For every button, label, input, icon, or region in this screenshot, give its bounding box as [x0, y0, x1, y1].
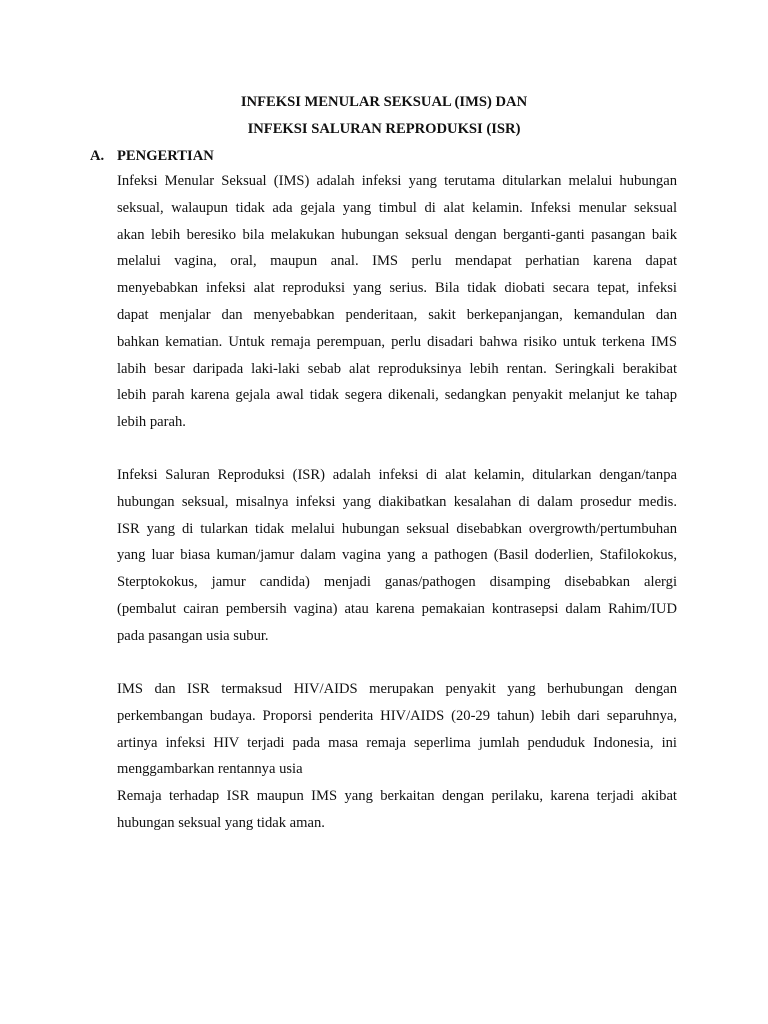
text-line: lebih parah. [117, 414, 186, 431]
text-line: Infeksi Saluran Reproduksi (ISR) adalah infeksi di alat kelamin, ditularkan dengan/tanpa [117, 467, 677, 483]
text-line: akan lebih beresiko bila melakukan hubungan seksual dengan berganti-ganti pasangan baik [117, 226, 677, 243]
text-line: artinya infeksi HIV terjadi pada masa remaja seperlima jumlah penduduk Indonesia, ini [117, 734, 677, 751]
text-line: lebih parah karena gejala awal tidak segera dikenali, sedangkan penyakit melanjut ke tahap [117, 387, 677, 404]
section-heading [90, 147, 214, 165]
text-line: dapat menjalar dan menyebabkan penderitaan, sakit berkepanjangan, kemandulan dan [117, 306, 677, 323]
section-letter: A. [90, 148, 105, 164]
text-line: yang luar biasa kuman/jamur dalam vagina yang a pathogen (Basil doderlien, Stafilokokus, [117, 547, 677, 564]
text-line: Remaja terhadap ISR maupun IMS yang berkaitan dengan perilaku, karena terjadi akibat [117, 788, 677, 804]
text-line: bahkan kematian. Untuk remaja perempuan, perlu disadari bahwa risiko untuk terkena IMS [117, 333, 677, 350]
document-title-line-1: INFEKSI MENULAR SEKSUAL (IMS) DAN [240, 94, 528, 110]
text-line: IMS dan ISR termaksud HIV/AIDS merupakan penyakit yang berhubungan dengan [117, 681, 677, 697]
text-line: hubungan seksual, misalnya infeksi yang diakibatkan kesalahan di dalam prosedur medis. [117, 493, 677, 510]
text-line: menyebabkan infeksi alat reproduksi yang serius. Bila tidak diobati secara tepat, infeksi [117, 280, 677, 297]
text-line: Sterptokokus, jamur candida) menjadi ganas/pathogen disamping disebabkan alergi [117, 574, 677, 591]
text-line: Infeksi Menular Seksual (IMS) adalah infeksi yang terutama ditularkan melalui hubungan [117, 173, 677, 189]
paragraph-remaja [117, 783, 677, 837]
text-line: pada pasangan usia subur. [117, 627, 269, 644]
paragraph-ims-definition [117, 168, 677, 436]
section-title: PENGERTIAN [117, 148, 214, 164]
paragraph-isr-definition [117, 462, 677, 650]
text-line: (pembalut cairan pembersih vagina) atau karena pemakaian kontrasepsi dalam Rahim/IUD [117, 600, 677, 617]
text-line: ISR yang di tularkan tidak melalui hubungan seksual disebabkan overgrowth/pertumbuhan [117, 520, 677, 537]
text-line: melalui vagina, oral, maupun anal. IMS perlu mendapat perhatian karena dapat [117, 253, 677, 270]
text-line: seksual, walaupun tidak ada gejala yang timbul di alat kelamin. Infeksi menular seksual [117, 199, 677, 216]
text-line: labih besar daripada laki-laki sebab alat reproduksinya lebih rentan. Seringkali berakibat [117, 360, 677, 377]
text-line: menggambarkan rentannya usia [117, 761, 303, 778]
paragraph-hiv-aids [117, 676, 677, 783]
text-line: perkembangan budaya. Proporsi penderita HIV/AIDS (20-29 tahun) lebih dari separuhnya, [117, 707, 677, 724]
text-line: hubungan seksual yang tidak aman. [117, 814, 325, 831]
document-title-line-2: INFEKSI SALURAN REPRODUKSI (ISR) [247, 121, 521, 137]
